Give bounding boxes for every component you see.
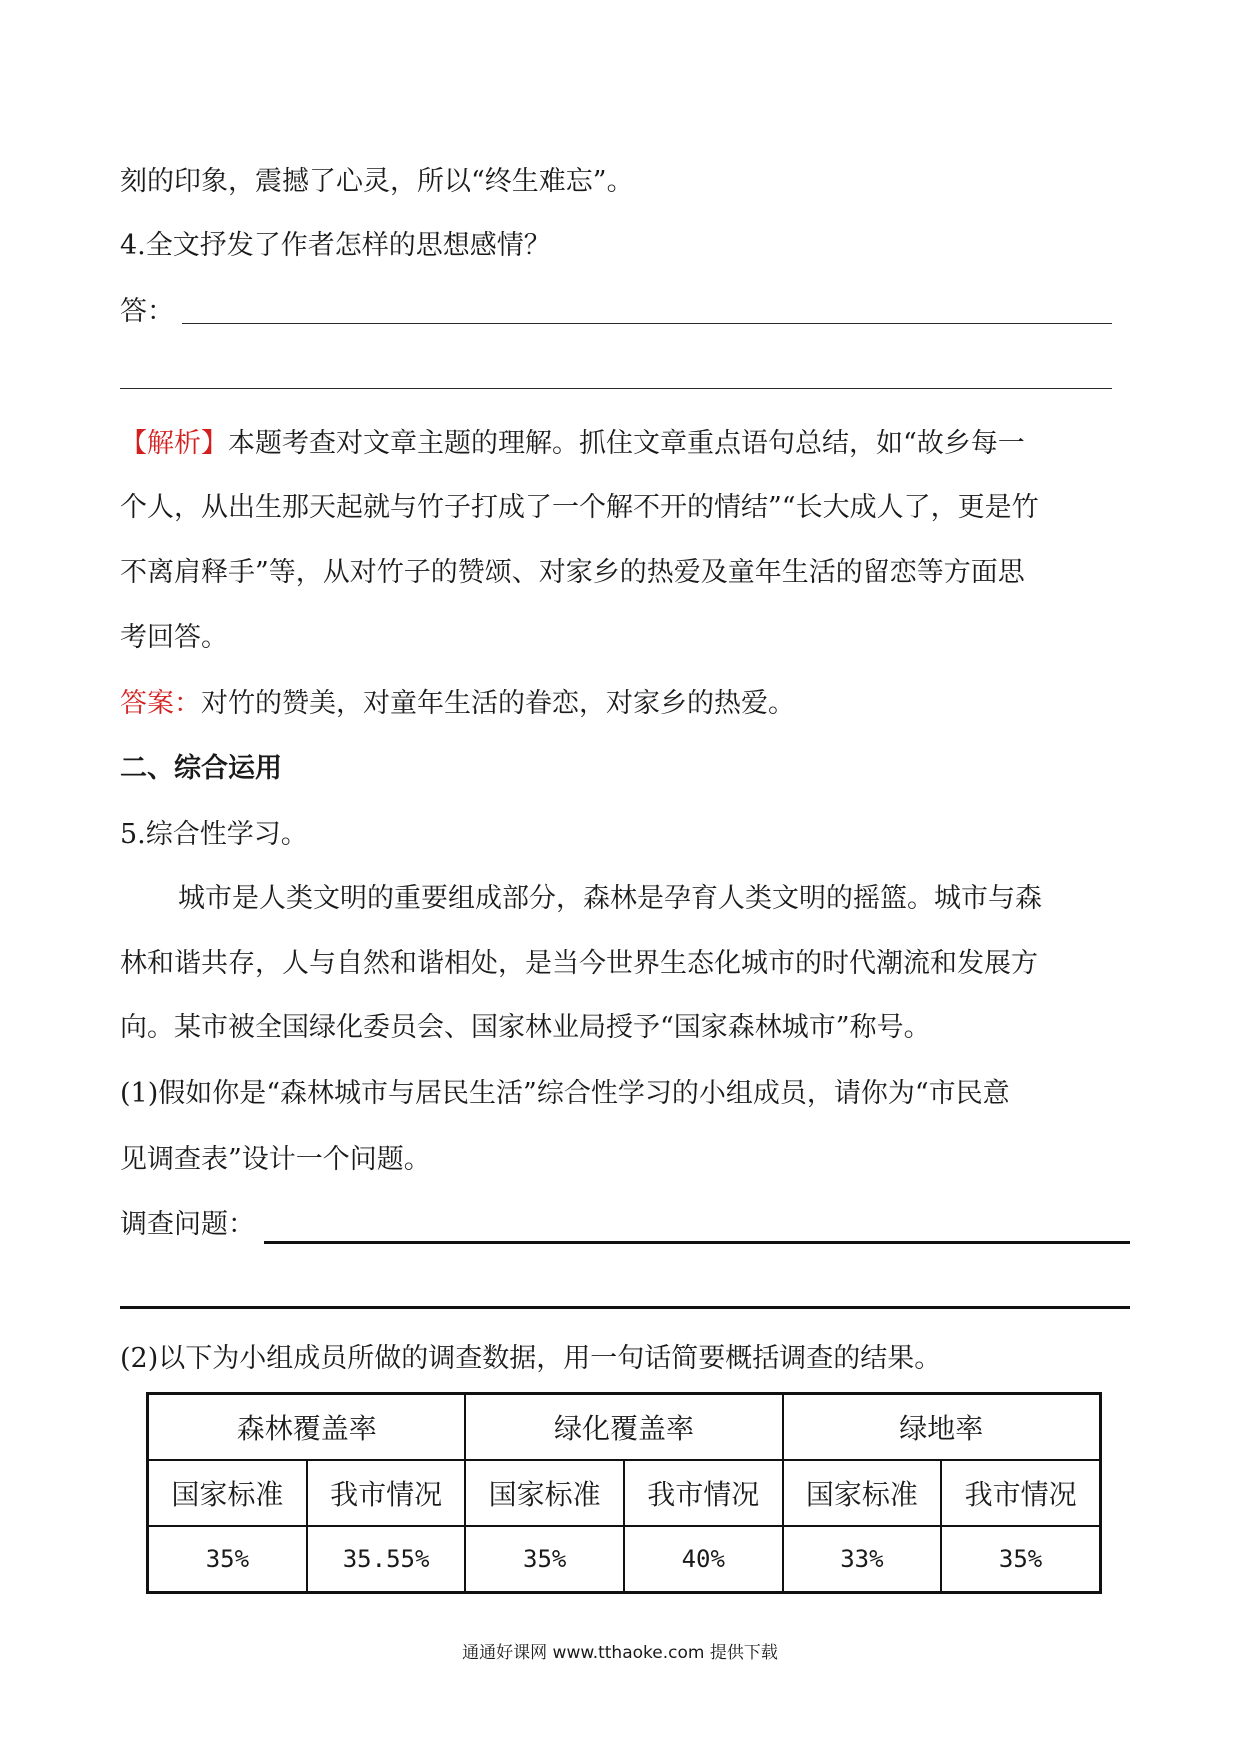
header-forest-coverage: 森林覆盖率 — [148, 1394, 466, 1461]
table-subheader-row — [148, 1460, 1101, 1526]
page-footer: 通通好课网 www.tthaoke.com 提供下载 — [462, 1643, 778, 1663]
table-subheader-cell: 我市情况 — [624, 1460, 783, 1526]
table-value-cell: 35% — [941, 1526, 1100, 1593]
table-value-cell: 33% — [783, 1526, 942, 1593]
table-value-cell: 35.55% — [307, 1526, 466, 1593]
answer-blank-line-2[interactable] — [120, 388, 1112, 389]
answer-key-tag: 答案： — [120, 688, 201, 719]
paragraph-line-2: 林和谐共存，人与自然和谐相处，是当今世界生态化城市的时代潮流和发展方 — [120, 948, 1038, 979]
answer-label: 答： — [120, 296, 174, 327]
table-row — [148, 1526, 1101, 1593]
subquestion-1-line-1: (1)假如你是“森林城市与居民生活”综合性学习的小组成员，请你为“市民意 — [120, 1078, 1010, 1109]
header-greening-coverage: 绿化覆盖率 — [465, 1394, 782, 1461]
analysis-line-4: 考回答。 — [120, 622, 228, 653]
table-value-cell: 35% — [148, 1526, 307, 1593]
answer-blank-line-1[interactable] — [182, 323, 1112, 324]
question-5: 5.综合性学习。 — [120, 819, 308, 850]
table-subheader-cell: 国家标准 — [465, 1460, 624, 1526]
section-heading: 二、综合运用 — [120, 753, 282, 784]
survey-data-table — [146, 1392, 1102, 1594]
survey-question-label: 调查问题： — [120, 1209, 255, 1240]
analysis-line-1 — [120, 426, 1025, 462]
paragraph-line-3: 向。某市被全国绿化委员会、国家林业局授予“国家森林城市”称号。 — [120, 1012, 931, 1043]
subquestion-2: (2)以下为小组成员所做的调查数据，用一句话简要概括调查的结果。 — [120, 1343, 942, 1374]
answer-key-text: 对竹的赞美，对童年生活的眷恋，对家乡的热爱。 — [201, 688, 795, 719]
paragraph-line-1: 城市是人类文明的重要组成部分，森林是孕育人类文明的摇篮。城市与森 — [178, 883, 1042, 914]
table-value-cell: 40% — [624, 1526, 783, 1593]
text-line: 刻的印象，震撼了心灵，所以“终生难忘”。 — [120, 166, 634, 197]
analysis-tag: 【解析】 — [120, 428, 228, 459]
analysis-text: 本题考查对文章主题的理解。抓住文章重点语句总结，如“故乡每一 — [228, 428, 1025, 459]
table-subheader-cell: 我市情况 — [307, 1460, 466, 1526]
table-subheader-cell: 国家标准 — [148, 1460, 307, 1526]
answer-key-line — [120, 686, 795, 722]
analysis-line-3: 不离肩释手”等，从对竹子的赞颂、对家乡的热爱及童年生活的留恋等方面思 — [120, 557, 1025, 588]
analysis-line-2: 个人，从出生那天起就与竹子打成了一个解不开的情结”“长大成人了，更是竹 — [120, 492, 1039, 523]
header-green-space-rate: 绿地率 — [783, 1394, 1101, 1461]
table-header-row — [148, 1394, 1101, 1461]
subquestion-1-line-2: 见调查表”设计一个问题。 — [120, 1144, 431, 1175]
table-subheader-cell: 国家标准 — [783, 1460, 942, 1526]
survey-blank-line-1[interactable] — [264, 1241, 1130, 1244]
question-4: 4.全文抒发了作者怎样的思想感情？ — [120, 230, 551, 261]
table-value-cell: 35% — [465, 1526, 624, 1593]
table-subheader-cell: 我市情况 — [941, 1460, 1100, 1526]
survey-blank-line-2[interactable] — [120, 1306, 1130, 1309]
